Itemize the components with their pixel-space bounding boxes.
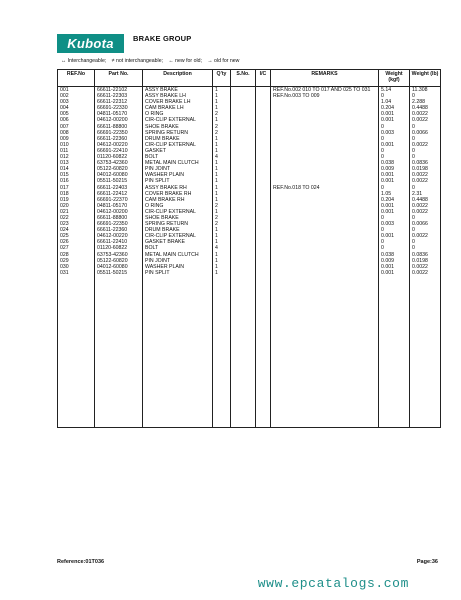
weight-lb-cell: 0.4488	[410, 105, 441, 111]
weight-lb-cell: 0.0022	[410, 111, 441, 117]
ref-cell: 021	[58, 209, 95, 215]
description-cell: WASHER PLAIN	[143, 264, 213, 270]
ref-cell: 006	[58, 117, 95, 123]
part-no-cell: 05122-60820	[95, 258, 143, 264]
part-no-cell: 66611-88800	[95, 215, 143, 221]
description-cell: PIN SPLIT	[143, 270, 213, 276]
weight-kgf-cell: 0.001	[379, 117, 410, 123]
description-cell: ASSY BRAKE	[143, 87, 213, 94]
weight-kgf-cell: 0.204	[379, 105, 410, 111]
part-no-cell: 04811-05170	[95, 111, 143, 117]
weight-lb-cell: 0	[410, 185, 441, 191]
quantity-cell: 1	[213, 233, 231, 239]
quantity-cell: 2	[213, 215, 231, 221]
ref-cell: 011	[58, 148, 95, 154]
part-no-cell: 04612-00220	[95, 142, 143, 148]
quantity-cell: 1	[213, 209, 231, 215]
ref-cell: 031	[58, 270, 95, 276]
weight-kgf-cell: 0	[379, 227, 410, 233]
weight-kgf-cell: 0	[379, 245, 410, 251]
quantity-cell: 1	[213, 172, 231, 178]
part-no-cell: 05511-50215	[95, 178, 143, 184]
quantity-cell: 1	[213, 87, 231, 94]
quantity-cell: 2	[213, 130, 231, 136]
part-no-cell: 04612-00220	[95, 233, 143, 239]
description-cell: O RING	[143, 111, 213, 117]
weight-kgf-cell: 0.003	[379, 221, 410, 227]
description-cell: BOLT	[143, 245, 213, 251]
part-no-cell: 66611-22410	[95, 239, 143, 245]
description-cell: PIN JOINT	[143, 258, 213, 264]
weight-kgf-cell: 0.001	[379, 264, 410, 270]
ref-cell: 026	[58, 239, 95, 245]
weight-lb-cell: 0.0022	[410, 264, 441, 270]
part-no-cell: 66691-22330	[95, 105, 143, 111]
col-ref-header: REF.No	[58, 70, 95, 87]
weight-lb-cell: 0.0836	[410, 160, 441, 166]
quantity-cell: 2	[213, 111, 231, 117]
empty-cell	[256, 276, 271, 428]
col-ic-header: I/C	[256, 70, 271, 87]
quantity-cell: 1	[213, 178, 231, 184]
weight-kgf-cell: 0.204	[379, 197, 410, 203]
empty-cell	[410, 276, 441, 428]
ref-cell: 009	[58, 136, 95, 142]
kubota-logo: Kubota	[57, 34, 124, 53]
weight-kgf-cell: 0.001	[379, 142, 410, 148]
empty-cell	[213, 276, 231, 428]
page-number: Page:36	[416, 559, 438, 565]
weight-lb-cell: 0.0022	[410, 172, 441, 178]
ref-cell: 025	[58, 233, 95, 239]
description-cell: O RING	[143, 203, 213, 209]
col-weight-lb-header: Weight (lb)	[410, 70, 441, 87]
description-cell: COVER BRAKE RH	[143, 191, 213, 197]
quantity-cell: 1	[213, 160, 231, 166]
part-no-cell: 66691-22350	[95, 221, 143, 227]
weight-lb-cell: 0.0066	[410, 221, 441, 227]
table-empty-space	[58, 276, 441, 428]
weight-kgf-cell: 0	[379, 239, 410, 245]
col-sno-header: S.No.	[231, 70, 256, 87]
quantity-cell: 1	[213, 252, 231, 258]
part-no-cell: 01120-60822	[95, 245, 143, 251]
reference-code: Reference:01T036	[57, 559, 105, 565]
weight-kgf-cell: 0	[379, 154, 410, 160]
quantity-cell: 2	[213, 221, 231, 227]
weight-kgf-cell: 0.001	[379, 209, 410, 215]
quantity-cell: 1	[213, 227, 231, 233]
ref-cell: 012	[58, 154, 95, 160]
description-cell: SHOE BRAKE	[143, 124, 213, 130]
description-cell: SHOE BRAKE	[143, 215, 213, 221]
weight-kgf-cell: 0	[379, 93, 410, 99]
empty-cell	[58, 276, 95, 428]
ref-cell: 005	[58, 111, 95, 117]
table-row	[58, 87, 441, 94]
part-no-cell: 04612-00200	[95, 209, 143, 215]
weight-lb-cell: 0.0022	[410, 142, 441, 148]
col-weight-kgf-header: Weight (kgf)	[379, 70, 410, 87]
part-no-cell: 66611-22360	[95, 136, 143, 142]
weight-lb-cell: 0.0022	[410, 209, 441, 215]
quantity-cell: 1	[213, 258, 231, 264]
description-cell: SPRING RETURN	[143, 221, 213, 227]
interchange-cell	[256, 87, 271, 94]
weight-lb-cell: 0.0022	[410, 203, 441, 209]
quantity-cell: 1	[213, 185, 231, 191]
description-cell: DRUM BRAKE	[143, 227, 213, 233]
weight-lb-cell: 2.31	[410, 191, 441, 197]
ref-cell: 027	[58, 245, 95, 251]
description-cell: SPRING RETURN	[143, 130, 213, 136]
watermark-url: www.epcatalogs.com	[257, 576, 409, 591]
part-no-cell: 66691-22410	[95, 148, 143, 154]
description-cell: GASKET BRAKE	[143, 239, 213, 245]
empty-cell	[231, 276, 256, 428]
part-no-cell: 04012-60080	[95, 264, 143, 270]
quantity-cell: 1	[213, 191, 231, 197]
description-cell: WASHER PLAIN	[143, 172, 213, 178]
weight-kgf-cell: 0.009	[379, 258, 410, 264]
weight-kgf-cell: 0.001	[379, 172, 410, 178]
serial-no-cell	[231, 87, 256, 94]
weight-lb-cell: 2.288	[410, 99, 441, 105]
weight-lb-cell: 0.0198	[410, 258, 441, 264]
weight-lb-cell: 0.4488	[410, 197, 441, 203]
ref-cell: 030	[58, 264, 95, 270]
part-no-cell: 04612-00200	[95, 117, 143, 123]
weight-kgf-cell: 0	[379, 185, 410, 191]
legend-interchangeable: ↔ Interchangeable;	[61, 58, 107, 64]
weight-lb-cell: 0.0198	[410, 166, 441, 172]
part-no-cell: 63753-42360	[95, 160, 143, 166]
weight-kgf-cell: 5.14	[379, 87, 410, 94]
part-no-cell: 66611-22412	[95, 191, 143, 197]
weight-kgf-cell: 0.003	[379, 130, 410, 136]
weight-lb-cell: 11.308	[410, 87, 441, 94]
ref-cell: 003	[58, 99, 95, 105]
description-cell: CAM BRAKE RH	[143, 197, 213, 203]
weight-lb-cell: 0	[410, 124, 441, 130]
weight-lb-cell: 0	[410, 136, 441, 142]
ref-cell: 028	[58, 252, 95, 258]
part-no-cell: 01120-60822	[95, 154, 143, 160]
description-cell: METAL MAIN CLUTCH	[143, 160, 213, 166]
quantity-cell: 1	[213, 93, 231, 99]
remarks-cell: REF.No.003 TO 009	[271, 93, 379, 99]
page-title: BRAKE GROUP	[133, 34, 192, 43]
ref-cell: 023	[58, 221, 95, 227]
description-cell: ASSY BRAKE LH	[143, 93, 213, 99]
table-header-row	[58, 70, 441, 87]
part-no-cell: 63753-42360	[95, 252, 143, 258]
ref-cell: 015	[58, 172, 95, 178]
weight-lb-cell: 0.0022	[410, 270, 441, 276]
quantity-cell: 1	[213, 117, 231, 123]
part-no-cell: 05122-60820	[95, 166, 143, 172]
quantity-cell: 1	[213, 136, 231, 142]
weight-kgf-cell: 0.038	[379, 160, 410, 166]
part-no-cell: 66611-22303	[95, 93, 143, 99]
legend-not-interchangeable: ≠ not interchangeable;	[111, 58, 164, 64]
empty-cell	[271, 276, 379, 428]
weight-kgf-cell: 0.038	[379, 252, 410, 258]
ref-cell: 029	[58, 258, 95, 264]
weight-kgf-cell: 0	[379, 148, 410, 154]
quantity-cell: 1	[213, 142, 231, 148]
weight-lb-cell: 0.0836	[410, 252, 441, 258]
ref-cell: 002	[58, 93, 95, 99]
interchangeability-legend	[61, 58, 243, 64]
empty-cell	[95, 276, 143, 428]
part-no-cell: 04811-05170	[95, 203, 143, 209]
ref-cell: 007	[58, 124, 95, 130]
description-cell: CAM BRAKE LH	[143, 105, 213, 111]
part-no-cell: 66611-22403	[95, 185, 143, 191]
weight-lb-cell: 0.0022	[410, 117, 441, 123]
ref-cell: 001	[58, 87, 95, 94]
part-no-cell: 66611-88800	[95, 124, 143, 130]
weight-kgf-cell: 0	[379, 124, 410, 130]
col-part-header: Part No.	[95, 70, 143, 87]
quantity-cell: 1	[213, 105, 231, 111]
description-cell: CIR-CLIP EXTERNAL	[143, 142, 213, 148]
quantity-cell: 2	[213, 124, 231, 130]
quantity-cell: 2	[213, 203, 231, 209]
weight-kgf-cell: 1.05	[379, 191, 410, 197]
col-remarks-header: REMARKS	[271, 70, 379, 87]
empty-cell	[143, 276, 213, 428]
ref-cell: 024	[58, 227, 95, 233]
part-no-cell: 66611-22360	[95, 227, 143, 233]
description-cell: BOLT	[143, 154, 213, 160]
weight-lb-cell: 0	[410, 245, 441, 251]
description-cell: CIR-CLIP EXTERNAL	[143, 233, 213, 239]
quantity-cell: 4	[213, 154, 231, 160]
weight-kgf-cell: 0.009	[379, 166, 410, 172]
quantity-cell: 1	[213, 197, 231, 203]
parts-table	[57, 69, 441, 428]
weight-lb-cell: 0	[410, 93, 441, 99]
weight-kgf-cell: 0.001	[379, 233, 410, 239]
ref-cell: 016	[58, 178, 95, 184]
ref-cell: 017	[58, 185, 95, 191]
weight-lb-cell: 0	[410, 239, 441, 245]
weight-kgf-cell: 0.001	[379, 111, 410, 117]
part-no-cell: 66611-22102	[95, 87, 143, 94]
weight-kgf-cell: 0.001	[379, 178, 410, 184]
weight-kgf-cell: 0	[379, 136, 410, 142]
ref-cell: 010	[58, 142, 95, 148]
remarks-cell: REF.No.002 010 TO 017 AND 025 TO 031	[271, 87, 379, 94]
ref-cell: 013	[58, 160, 95, 166]
parts-table-body	[58, 87, 441, 428]
part-no-cell: 04012-60080	[95, 172, 143, 178]
description-cell: PIN SPLIT	[143, 178, 213, 184]
description-cell: GASKET	[143, 148, 213, 154]
weight-lb-cell: 0.0022	[410, 233, 441, 239]
ref-cell: 018	[58, 191, 95, 197]
ref-cell: 019	[58, 197, 95, 203]
ref-cell: 020	[58, 203, 95, 209]
legend-new-for-old: ← new for old;	[168, 58, 202, 64]
ref-cell: 008	[58, 130, 95, 136]
weight-kgf-cell: 0	[379, 215, 410, 221]
remarks-cell: REF.No.018 TO 024	[271, 185, 379, 191]
ref-cell: 022	[58, 215, 95, 221]
weight-kgf-cell: 0.001	[379, 203, 410, 209]
weight-kgf-cell: 1.04	[379, 99, 410, 105]
quantity-cell: 1	[213, 239, 231, 245]
quantity-cell: 1	[213, 270, 231, 276]
description-cell: ASSY BRAKE RH	[143, 185, 213, 191]
description-cell: CIR-CLIP EXTERNAL	[143, 117, 213, 123]
quantity-cell: 1	[213, 166, 231, 172]
part-no-cell: 66611-22312	[95, 99, 143, 105]
ref-cell: 014	[58, 166, 95, 172]
quantity-cell: 1	[213, 264, 231, 270]
weight-lb-cell: 0	[410, 227, 441, 233]
weight-lb-cell: 0.0066	[410, 130, 441, 136]
description-cell: COVER BRAKE LH	[143, 99, 213, 105]
col-desc-header: Description	[143, 70, 213, 87]
description-cell: CIR-CLIP EXTERNAL	[143, 209, 213, 215]
description-cell: DRUM BRAKE	[143, 136, 213, 142]
part-no-cell: 66691-22370	[95, 197, 143, 203]
description-cell: METAL MAIN CLUTCH	[143, 252, 213, 258]
quantity-cell: 1	[213, 148, 231, 154]
part-no-cell: 05511-50215	[95, 270, 143, 276]
weight-kgf-cell: 0.001	[379, 270, 410, 276]
weight-lb-cell: 0	[410, 154, 441, 160]
description-cell: PIN JOINT	[143, 166, 213, 172]
weight-lb-cell: 0	[410, 215, 441, 221]
quantity-cell: 1	[213, 99, 231, 105]
weight-lb-cell: 0.0022	[410, 178, 441, 184]
part-no-cell: 66691-22350	[95, 130, 143, 136]
empty-cell	[379, 276, 410, 428]
ref-cell: 004	[58, 105, 95, 111]
weight-lb-cell: 0	[410, 148, 441, 154]
quantity-cell: 4	[213, 245, 231, 251]
legend-old-for-new: → old for new	[207, 58, 240, 64]
col-qty-header: Q'ty	[213, 70, 231, 87]
